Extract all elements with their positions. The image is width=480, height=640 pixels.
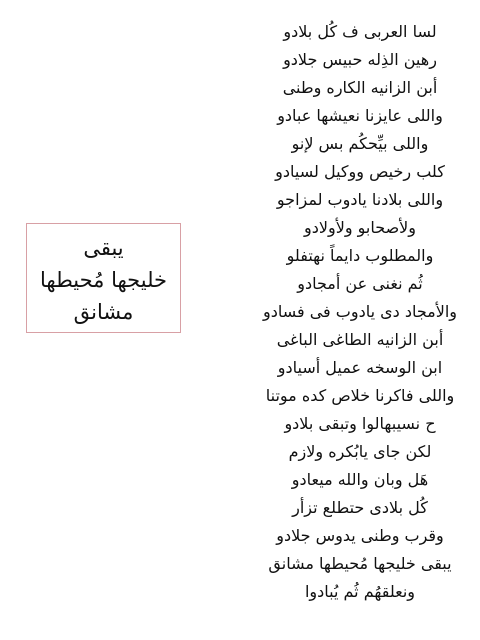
poem-line: ابن الوسخه عميل أسيادو — [277, 358, 443, 377]
poem-line: لسا العربى ف كُل بلادو — [283, 22, 437, 41]
pull-quote-line-1: يبقى — [83, 236, 124, 260]
poem-line: ثُم نغنى عن أمجادو — [297, 274, 423, 293]
poem-line: واللى بيِّحكُم بس لإنو — [291, 134, 429, 153]
poem-line: وقرب وطنى يدوس جلادو — [276, 526, 444, 545]
poem-line: والمطلوب دايماً نهتفلو — [286, 246, 434, 265]
poem-line: ولأصحابو ولأولادو — [304, 218, 416, 237]
poem-line: أبن الزانيه الكاره وطنى — [282, 78, 438, 97]
poem-line: يبقى خليجها مُحيطها مشانق — [268, 554, 452, 573]
poem-line: ونعلقهُم ثُم يُبادوا — [304, 582, 416, 601]
poem-line: رهين الذِله حبيس جلادو — [283, 50, 437, 69]
poem-column — [240, 18, 480, 606]
pull-quote-line-3: مشانق — [73, 300, 134, 324]
poem-line: والأمجاد دى يادوب فى فسادو — [262, 302, 458, 321]
poem-line: أبن الزانيه الطاغى الباغى — [276, 330, 444, 349]
poem-line: ح نسيبهالوا وتبقى بلادو — [284, 414, 436, 433]
poem-line: واللى فاكرنا خلاص كده موتنا — [265, 386, 455, 405]
poem-line: واللى عايزنا نعيشها عبادو — [277, 106, 443, 125]
poem-line: واللى بلادنا يادوب لمزاجو — [276, 190, 444, 209]
pull-quote-box — [26, 223, 181, 333]
poem-line: هَل وبان والله ميعادو — [291, 470, 429, 489]
poem-line: كُل بلادى حتطلع تزأر — [292, 498, 428, 517]
pull-quote-line-2: خليجها مُحيطها — [39, 268, 168, 292]
poem-line: لكن جاى يابُكره ولازم — [288, 442, 432, 461]
poem-line: كلب رخيص ووكيل لسيادو — [275, 162, 445, 181]
